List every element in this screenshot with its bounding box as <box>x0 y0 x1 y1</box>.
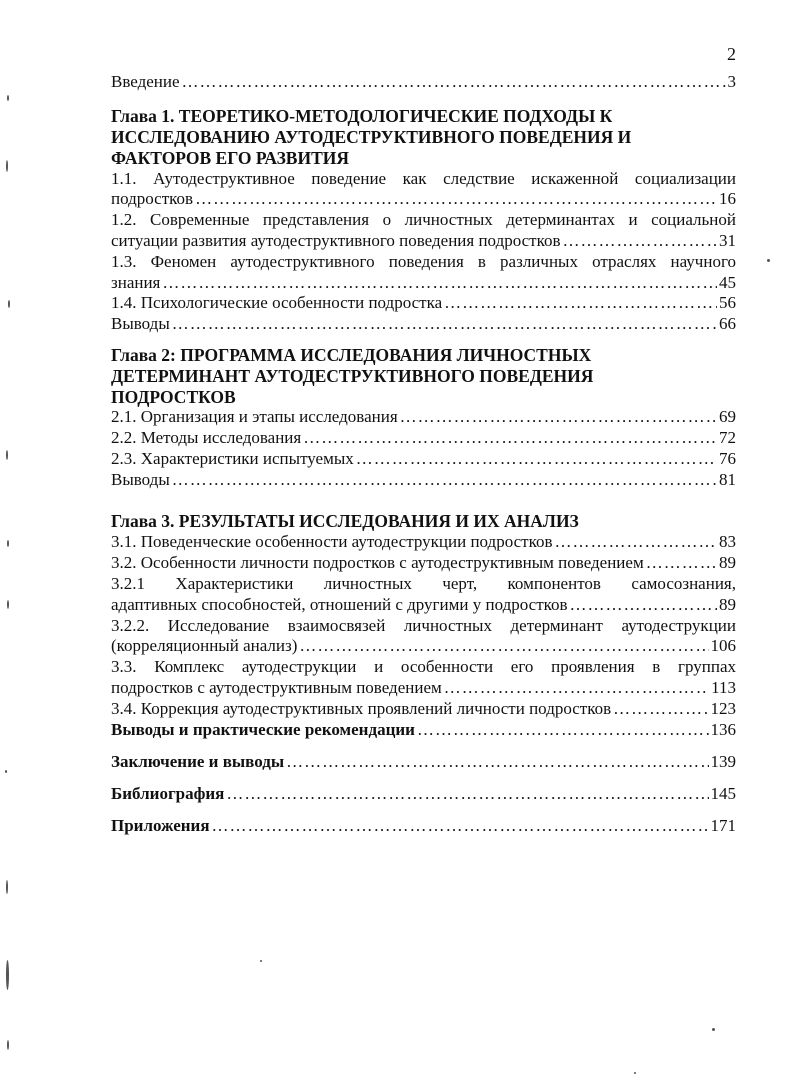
chapter-1-heading-line-3[interactable]: ФАКТОРОВ ЕГО РАЗВИТИЯ <box>111 148 350 168</box>
toc-entry-title: 3.1. Поведенческие особенности аутодеструкции подростков <box>111 532 553 551</box>
toc-entry-title: 3.4. Коррекция аутодеструктивных проявлений личности подростков <box>111 699 612 718</box>
toc-page-number: 136 <box>710 720 736 739</box>
toc-entry-title: Введение <box>111 72 180 91</box>
toc-entry-2-3[interactable] <box>111 449 736 469</box>
chapter-2-heading-line-2[interactable]: ДЕТЕРМИНАНТ АУТОДЕСТРУКТИВНОГО ПОВЕДЕНИЯ <box>111 366 594 386</box>
dot-leader <box>613 699 708 719</box>
toc-entry-1-3[interactable] <box>111 273 736 293</box>
toc-page-number: 123 <box>710 699 736 718</box>
toc-entry-1-1[interactable] <box>111 189 736 209</box>
dot-leader <box>400 407 717 427</box>
toc-page-number: 66 <box>719 314 736 333</box>
toc-entry-title: Библиография <box>111 784 225 803</box>
toc-entry-conclusion[interactable] <box>111 752 736 772</box>
toc-entry-title: подростков <box>111 189 194 208</box>
chapter-3-heading[interactable]: Глава 3. РЕЗУЛЬТАТЫ ИССЛЕДОВАНИЯ И ИХ АНАЛИЗ <box>111 511 579 531</box>
toc-entry-title: 2.3. Характеристики испытуемых <box>111 449 354 468</box>
toc-entry-title: Выводы <box>111 470 170 489</box>
dot-leader <box>299 636 708 656</box>
toc-page-number: 83 <box>719 532 736 551</box>
toc-page-number: 69 <box>719 407 736 426</box>
dot-leader <box>182 72 726 92</box>
dot-leader <box>195 189 717 209</box>
dot-leader <box>212 816 709 836</box>
chapter-1-heading-line-1[interactable]: Глава 1. ТЕОРЕТИКО-МЕТОДОЛОГИЧЕСКИЕ ПОДХОДЫ К <box>111 106 613 126</box>
toc-entry-3-2[interactable] <box>111 553 736 573</box>
toc-entry-2-conclusions[interactable] <box>111 470 736 490</box>
toc-entry-title: Заключение и выводы <box>111 752 285 771</box>
toc-entry-title: 2.2. Методы исследования <box>111 428 302 447</box>
dot-leader <box>162 273 717 293</box>
toc-entry-2-1[interactable] <box>111 407 736 427</box>
toc-page-number: 45 <box>719 273 736 292</box>
dot-leader <box>444 293 717 313</box>
toc-entry-3-practical[interactable] <box>111 720 736 740</box>
dot-leader <box>172 470 717 490</box>
toc-page-number: 81 <box>719 470 736 489</box>
dot-leader <box>286 752 708 772</box>
chapter-2-heading-line-1[interactable]: Глава 2: ПРОГРАММА ИССЛЕДОВАНИЯ ЛИЧНОСТНЫХ <box>111 345 592 365</box>
toc-entry-3-3-line-1[interactable]: 3.3. Комплекс аутодеструкции и особенности его проявления в группах <box>111 657 736 676</box>
toc-entry-title: подростков с аутодеструктивным поведением <box>111 678 442 697</box>
toc-entry-appendices[interactable] <box>111 816 736 836</box>
toc-page-number: 113 <box>711 678 736 697</box>
dot-leader <box>356 449 717 469</box>
dot-leader <box>417 720 709 740</box>
chapter-1-heading-line-2[interactable]: ИССЛЕДОВАНИЮ АУТОДЕСТРУКТИВНОГО ПОВЕДЕНИЯ И <box>111 127 632 147</box>
toc-entry-title: 1.4. Психологические особенности подростка <box>111 293 443 312</box>
toc-entry-1-4[interactable] <box>111 293 736 313</box>
dot-leader <box>226 784 708 804</box>
toc-page-number: 89 <box>719 595 736 614</box>
toc-entry-title: адаптивных способностей, отношений с другими у подростков <box>111 595 568 614</box>
toc-page-number: 3 <box>727 72 736 91</box>
toc-entry-1-3-line-1[interactable]: 1.3. Феномен аутодеструктивного поведения в различных отраслях научного <box>111 252 736 271</box>
toc-entry-intro[interactable] <box>111 72 736 92</box>
toc-page-number: 89 <box>719 553 736 572</box>
toc-entry-2-2[interactable] <box>111 428 736 448</box>
toc-entry-1-2[interactable] <box>111 231 736 251</box>
dot-leader <box>563 231 717 251</box>
page-number: 2 <box>727 44 736 64</box>
toc-entry-1-conclusions[interactable] <box>111 314 736 334</box>
toc-entry-3-2-2[interactable] <box>111 636 736 656</box>
toc-page-number: 139 <box>710 752 736 771</box>
toc-entry-title: знания <box>111 273 161 292</box>
chapter-2-heading-line-3[interactable]: ПОДРОСТКОВ <box>111 387 236 407</box>
toc-entry-3-2-1[interactable] <box>111 595 736 615</box>
toc-entry-title: (корреляционный анализ) <box>111 636 298 655</box>
toc-page-number: 106 <box>710 636 736 655</box>
toc-page-number: 31 <box>719 231 736 250</box>
toc-entry-title: Выводы <box>111 314 170 333</box>
toc-entry-title: Выводы и практические рекомендации <box>111 720 415 739</box>
toc-entry-title: ситуации развития аутодеструктивного поведения подростков <box>111 231 561 250</box>
toc-entry-1-1-line-1[interactable]: 1.1. Аутодеструктивное поведение как следствие искаженной социализации <box>111 169 736 188</box>
toc-entry-3-1[interactable] <box>111 532 736 552</box>
dot-leader <box>646 553 717 573</box>
toc-entry-1-2-line-1[interactable]: 1.2. Современные представления о личностных детерминантах и социальной <box>111 210 736 229</box>
toc-entry-title: 3.2. Особенности личности подростков с аутодеструктивным поведением <box>111 553 644 572</box>
toc-entry-3-2-1-line-1[interactable]: 3.2.1 Характеристики личностных черт, компонентов самосознания, <box>111 574 736 593</box>
toc-entry-title: Приложения <box>111 816 210 835</box>
toc-page-number: 56 <box>719 293 736 312</box>
dot-leader <box>172 314 717 334</box>
toc-entry-3-4[interactable] <box>111 699 736 719</box>
toc-page-number: 16 <box>719 189 736 208</box>
dot-leader <box>444 678 709 698</box>
toc-entry-bibliography[interactable] <box>111 784 736 804</box>
dot-leader <box>555 532 717 552</box>
toc-page-number: 171 <box>710 816 736 835</box>
toc-page-number: 72 <box>719 428 736 447</box>
toc-entry-title: 2.1. Организация и этапы исследования <box>111 407 398 426</box>
dot-leader <box>303 428 717 448</box>
toc-entry-3-3[interactable] <box>111 678 736 698</box>
dot-leader <box>570 595 717 615</box>
toc-page-number: 145 <box>710 784 736 803</box>
toc-entry-3-2-2-line-1[interactable]: 3.2.2. Исследование взаимосвязей личностных детерминант аутодеструкции <box>111 616 736 635</box>
toc-page-number: 76 <box>719 449 736 468</box>
